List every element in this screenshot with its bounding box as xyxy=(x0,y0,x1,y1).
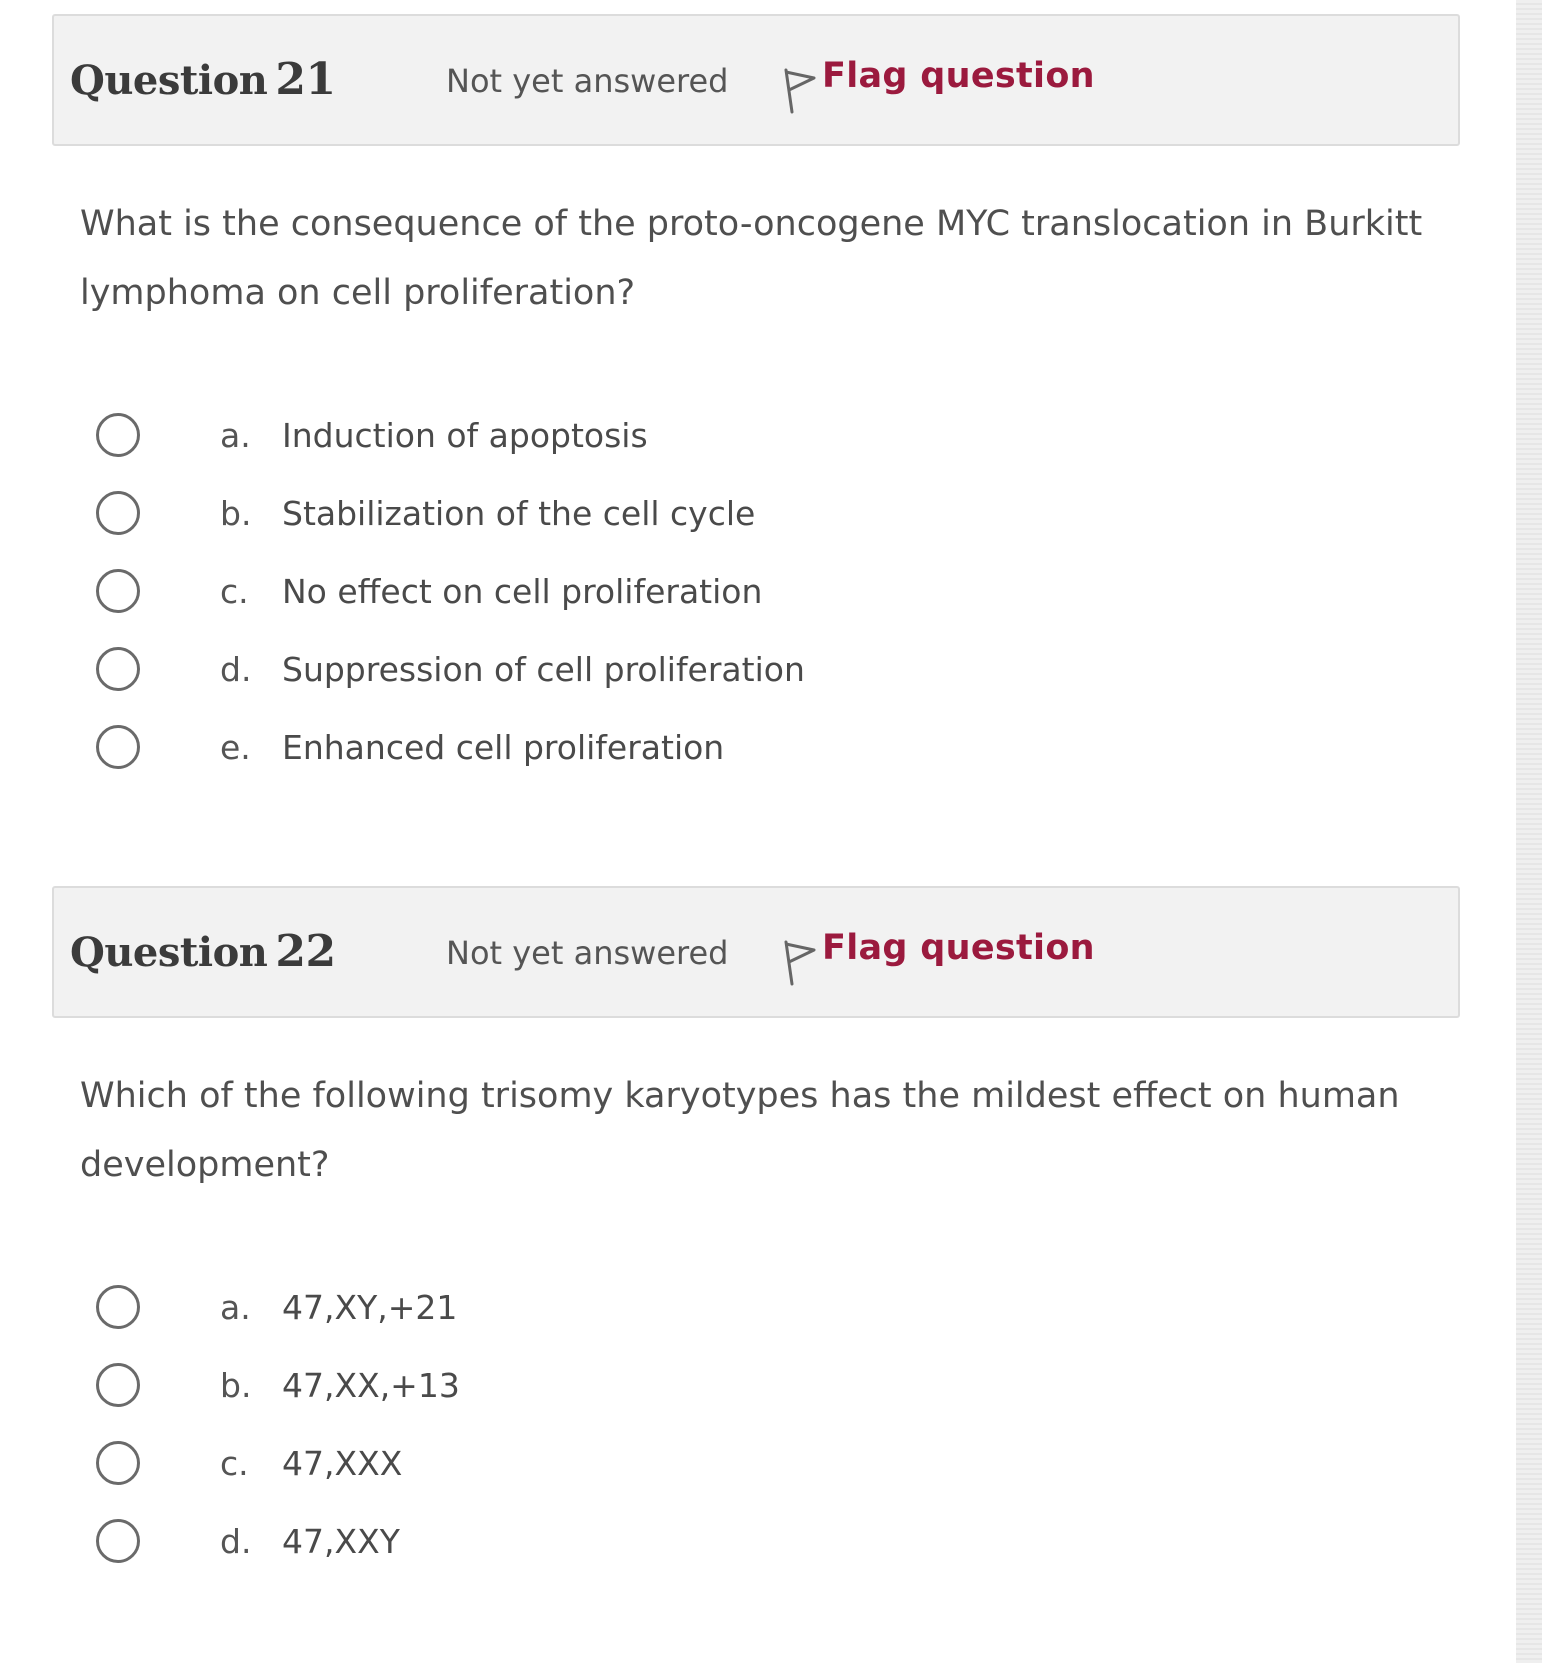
answer-option[interactable] xyxy=(52,474,1460,552)
question-header xyxy=(52,886,1460,1018)
radio-button[interactable] xyxy=(96,1363,140,1407)
question-title xyxy=(70,926,336,977)
radio-button[interactable] xyxy=(96,1285,140,1329)
answer-option[interactable] xyxy=(52,1268,1460,1346)
question-text: Which of the following trisomy karyotypes has the mildest effect on human development? xyxy=(80,1076,1400,1185)
page-scroll-gutter[interactable] xyxy=(1516,0,1542,1663)
answer-option[interactable] xyxy=(52,1424,1460,1502)
answer-letter: b. xyxy=(220,493,252,533)
answer-letter: a. xyxy=(220,1287,251,1327)
answer-text[interactable]: 47,XXY xyxy=(282,1521,400,1561)
answer-letter: c. xyxy=(220,571,249,611)
answer-option[interactable] xyxy=(52,1346,1460,1424)
answer-letter: e. xyxy=(220,727,251,767)
flag-question-button[interactable] xyxy=(782,928,1095,986)
question-text: What is the consequence of the proto-oncogene MYC translocation in Burkitt lymphoma on cell proliferation? xyxy=(80,204,1423,313)
answer-text[interactable]: 47,XY,+21 xyxy=(282,1287,458,1327)
question-number: 22 xyxy=(275,926,336,977)
answer-list xyxy=(52,396,1460,786)
radio-button[interactable] xyxy=(96,1519,140,1563)
answer-text[interactable]: 47,XXX xyxy=(282,1443,403,1483)
radio-button[interactable] xyxy=(96,1441,140,1485)
answer-letter: a. xyxy=(220,415,251,455)
answer-option[interactable] xyxy=(52,552,1460,630)
flag-question-button[interactable] xyxy=(782,56,1095,114)
answer-text[interactable]: 47,XX,+13 xyxy=(282,1365,460,1405)
answer-text[interactable]: Enhanced cell proliferation xyxy=(282,727,725,767)
question-header xyxy=(52,14,1460,146)
question-title xyxy=(70,54,336,105)
question-title-word: Question xyxy=(70,57,268,104)
radio-button[interactable] xyxy=(96,725,140,769)
radio-button[interactable] xyxy=(96,647,140,691)
answer-letter: b. xyxy=(220,1365,252,1405)
question-21 xyxy=(52,14,1460,786)
question-22 xyxy=(52,886,1460,1580)
question-status: Not yet answered xyxy=(446,934,729,972)
answer-letter: d. xyxy=(220,649,252,689)
flag-icon xyxy=(782,68,818,114)
answer-list xyxy=(52,1268,1460,1580)
radio-button[interactable] xyxy=(96,569,140,613)
question-number: 21 xyxy=(275,54,336,105)
flag-question-label: Flag question xyxy=(822,56,1095,96)
answer-text[interactable]: Induction of apoptosis xyxy=(282,415,648,455)
flag-icon xyxy=(782,940,818,986)
answer-option[interactable] xyxy=(52,708,1460,786)
radio-button[interactable] xyxy=(96,491,140,535)
flag-question-label: Flag question xyxy=(822,928,1095,968)
answer-letter: c. xyxy=(220,1443,249,1483)
answer-letter: d. xyxy=(220,1521,252,1561)
question-status: Not yet answered xyxy=(446,62,729,100)
answer-option[interactable] xyxy=(52,396,1460,474)
answer-option[interactable] xyxy=(52,1502,1460,1580)
question-title-word: Question xyxy=(70,929,268,976)
radio-button[interactable] xyxy=(96,413,140,457)
answer-text[interactable]: Stabilization of the cell cycle xyxy=(282,493,756,533)
answer-text[interactable]: Suppression of cell proliferation xyxy=(282,649,805,689)
answer-text[interactable]: No effect on cell proliferation xyxy=(282,571,763,611)
answer-option[interactable] xyxy=(52,630,1460,708)
